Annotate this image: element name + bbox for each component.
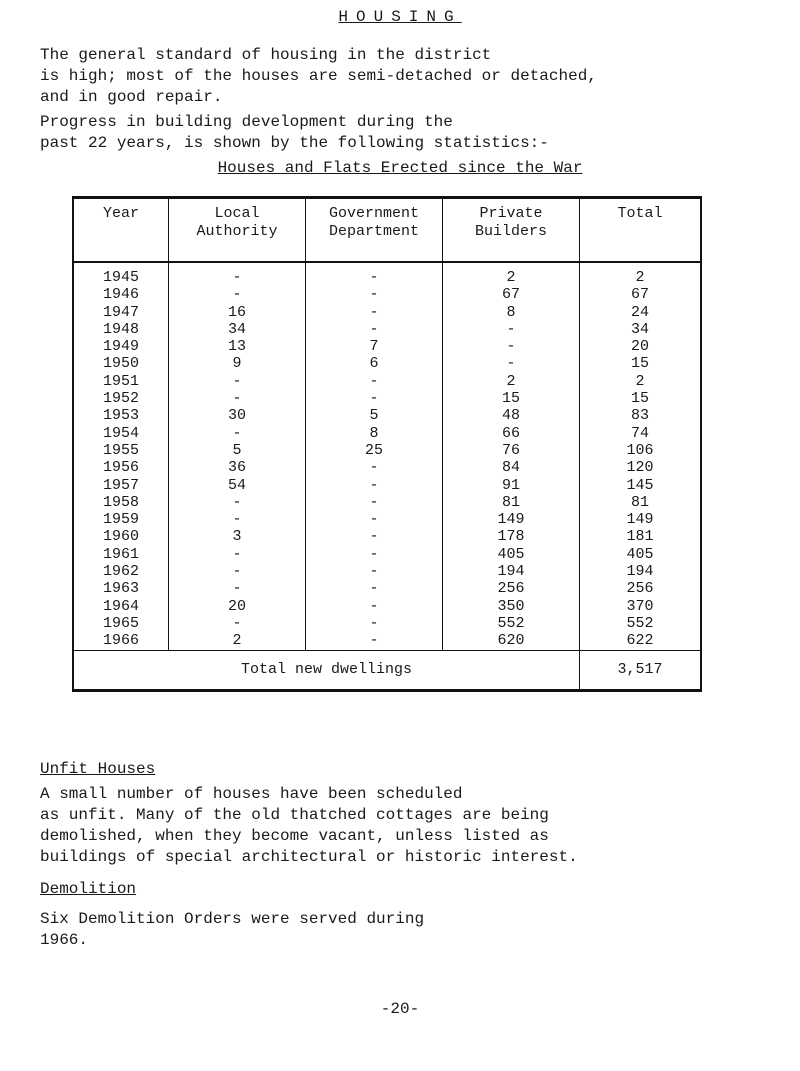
- cell-local-authority: -: [169, 546, 306, 563]
- cell-local-authority: 30: [169, 407, 306, 424]
- cell-government-department: 8: [306, 425, 443, 442]
- cell-private-builders: 66: [443, 425, 580, 442]
- cell-local-authority: -: [169, 425, 306, 442]
- cell-year: 1945: [74, 262, 169, 286]
- cell-total: 120: [626, 459, 654, 477]
- cell-total: 67: [630, 286, 649, 304]
- cell-government-department: -: [306, 304, 443, 321]
- cell-total: 149: [626, 511, 654, 529]
- cell-private-builders: -: [443, 321, 580, 338]
- cell-total: 74: [630, 424, 649, 442]
- cell-private-builders: 84: [443, 459, 580, 476]
- cell-year: 1951: [74, 373, 169, 390]
- progress-paragraph: Progress in building development during the past 22 years, is shown by the following statistics:-: [40, 113, 549, 152]
- cell-local-authority: 36: [169, 459, 306, 476]
- cell-year: 1952: [74, 390, 169, 407]
- table-row: [74, 390, 700, 407]
- cell-government-department: -: [306, 494, 443, 511]
- cell-private-builders: 178: [443, 528, 580, 545]
- cell-total: 106: [626, 441, 654, 459]
- table-row: [74, 546, 700, 563]
- cell-government-department: -: [306, 477, 443, 494]
- cell-government-department: -: [306, 321, 443, 338]
- cell-government-department: -: [306, 580, 443, 597]
- cell-government-department: 6: [306, 355, 443, 372]
- table-row: [74, 459, 700, 476]
- total-value: 3,517: [580, 650, 701, 689]
- cell-total: 2: [635, 269, 645, 286]
- cell-government-department: -: [306, 373, 443, 390]
- cell-private-builders: -: [443, 338, 580, 355]
- cell-local-authority: -: [169, 494, 306, 511]
- table-row: [74, 580, 700, 597]
- unfit-houses-heading: Unfit Houses: [40, 760, 156, 778]
- col-header-total: Total: [580, 199, 701, 262]
- cell-government-department: 5: [306, 407, 443, 424]
- table-row: [74, 304, 700, 321]
- cell-local-authority: 34: [169, 321, 306, 338]
- table-row: [74, 373, 700, 390]
- cell-year: 1954: [74, 425, 169, 442]
- cell-total: 15: [630, 390, 649, 408]
- page-number: -20-: [380, 1000, 420, 1018]
- cell-government-department: -: [306, 528, 443, 545]
- cell-year: 1960: [74, 528, 169, 545]
- cell-government-department: -: [306, 511, 443, 528]
- cell-local-authority: 20: [169, 598, 306, 615]
- cell-year: 1957: [74, 477, 169, 494]
- cell-private-builders: 256: [443, 580, 580, 597]
- table-row: [74, 477, 700, 494]
- cell-year: 1955: [74, 442, 169, 459]
- cell-local-authority: 2: [169, 632, 306, 650]
- cell-private-builders: 620: [443, 632, 580, 650]
- table-row: [74, 262, 700, 286]
- cell-government-department: -: [306, 459, 443, 476]
- cell-year: 1948: [74, 321, 169, 338]
- table-row: [74, 338, 700, 355]
- cell-local-authority: -: [169, 286, 306, 303]
- cell-total: 24: [630, 303, 649, 321]
- cell-local-authority: -: [169, 390, 306, 407]
- table-row: [74, 632, 700, 650]
- cell-year: 1959: [74, 511, 169, 528]
- cell-total: 622: [626, 632, 654, 650]
- cell-total: 83: [630, 407, 649, 425]
- cell-local-authority: -: [169, 373, 306, 390]
- cell-government-department: 25: [306, 442, 443, 459]
- cell-government-department: -: [306, 632, 443, 650]
- table-row: [74, 598, 700, 615]
- cell-local-authority: -: [169, 511, 306, 528]
- cell-local-authority: 13: [169, 338, 306, 355]
- cell-total: 405: [626, 545, 654, 563]
- cell-government-department: -: [306, 563, 443, 580]
- cell-year: 1964: [74, 598, 169, 615]
- cell-local-authority: -: [169, 563, 306, 580]
- cell-government-department: -: [306, 598, 443, 615]
- cell-local-authority: -: [169, 615, 306, 632]
- table-row: [74, 442, 700, 459]
- table-row: [74, 511, 700, 528]
- cell-total: 181: [626, 528, 654, 546]
- cell-private-builders: 149: [443, 511, 580, 528]
- col-header-year: Year: [74, 199, 169, 262]
- cell-year: 1958: [74, 494, 169, 511]
- cell-private-builders: 2: [443, 373, 580, 390]
- cell-total: 256: [626, 580, 654, 598]
- cell-private-builders: 15: [443, 390, 580, 407]
- unfit-houses-paragraph: A small number of houses have been scheduled as unfit. Many of the old thatched cottages are being demolished, when they become vacant, unless listed as buildings of special architectural or historic interest.: [40, 785, 578, 866]
- table-row: [74, 321, 700, 338]
- cell-total: 194: [626, 563, 654, 581]
- cell-private-builders: 552: [443, 615, 580, 632]
- page-heading: HOUSING: [338, 8, 462, 26]
- cell-local-authority: 5: [169, 442, 306, 459]
- cell-year: 1956: [74, 459, 169, 476]
- cell-year: 1946: [74, 286, 169, 303]
- cell-year: 1953: [74, 407, 169, 424]
- cell-private-builders: 194: [443, 563, 580, 580]
- cell-local-authority: 54: [169, 477, 306, 494]
- table-row: [74, 355, 700, 372]
- cell-total: 20: [630, 338, 649, 356]
- table-header-row: [74, 199, 700, 262]
- housing-table: [72, 196, 702, 692]
- cell-government-department: -: [306, 286, 443, 303]
- total-row: [74, 650, 700, 689]
- cell-government-department: -: [306, 390, 443, 407]
- cell-private-builders: 76: [443, 442, 580, 459]
- cell-private-builders: 91: [443, 477, 580, 494]
- cell-private-builders: 2: [443, 262, 580, 286]
- cell-year: 1965: [74, 615, 169, 632]
- cell-local-authority: 16: [169, 304, 306, 321]
- cell-government-department: 7: [306, 338, 443, 355]
- table-title: Houses and Flats Erected since the War: [217, 159, 583, 177]
- cell-government-department: -: [306, 546, 443, 563]
- cell-local-authority: 9: [169, 355, 306, 372]
- cell-total: 34: [630, 320, 649, 338]
- demolition-heading: Demolition: [40, 880, 137, 898]
- table-row: [74, 615, 700, 632]
- cell-government-department: -: [306, 262, 443, 286]
- cell-private-builders: 67: [443, 286, 580, 303]
- cell-private-builders: 405: [443, 546, 580, 563]
- cell-private-builders: 48: [443, 407, 580, 424]
- cell-total: 552: [626, 614, 654, 632]
- cell-private-builders: -: [443, 355, 580, 372]
- intro-paragraph: The general standard of housing in the district is high; most of the houses are semi-detached or detached, and in good repair.: [40, 46, 597, 106]
- cell-year: 1947: [74, 304, 169, 321]
- table-row: [74, 286, 700, 303]
- cell-total: 81: [630, 493, 649, 511]
- cell-private-builders: 350: [443, 598, 580, 615]
- cell-local-authority: -: [169, 580, 306, 597]
- cell-private-builders: 8: [443, 304, 580, 321]
- table-row: [74, 563, 700, 580]
- cell-year: 1950: [74, 355, 169, 372]
- table-row: [74, 528, 700, 545]
- cell-year: 1961: [74, 546, 169, 563]
- cell-total: 15: [630, 355, 649, 373]
- cell-year: 1949: [74, 338, 169, 355]
- total-label: Total new dwellings: [74, 650, 580, 689]
- cell-total: 370: [626, 597, 654, 615]
- cell-total: 2: [635, 372, 645, 390]
- col-header-local-authority: Local Authority: [169, 199, 306, 262]
- cell-local-authority: -: [169, 262, 306, 286]
- col-header-private-builders: Private Builders: [443, 199, 580, 262]
- cell-total: 145: [626, 476, 654, 494]
- col-header-government-department: Government Department: [306, 199, 443, 262]
- cell-year: 1962: [74, 563, 169, 580]
- demolition-paragraph: Six Demolition Orders were served during 1966.: [40, 910, 425, 949]
- cell-private-builders: 81: [443, 494, 580, 511]
- cell-year: 1966: [74, 632, 169, 650]
- cell-government-department: -: [306, 615, 443, 632]
- cell-local-authority: 3: [169, 528, 306, 545]
- table-row: [74, 494, 700, 511]
- table-row: [74, 425, 700, 442]
- cell-year: 1963: [74, 580, 169, 597]
- table-row: [74, 407, 700, 424]
